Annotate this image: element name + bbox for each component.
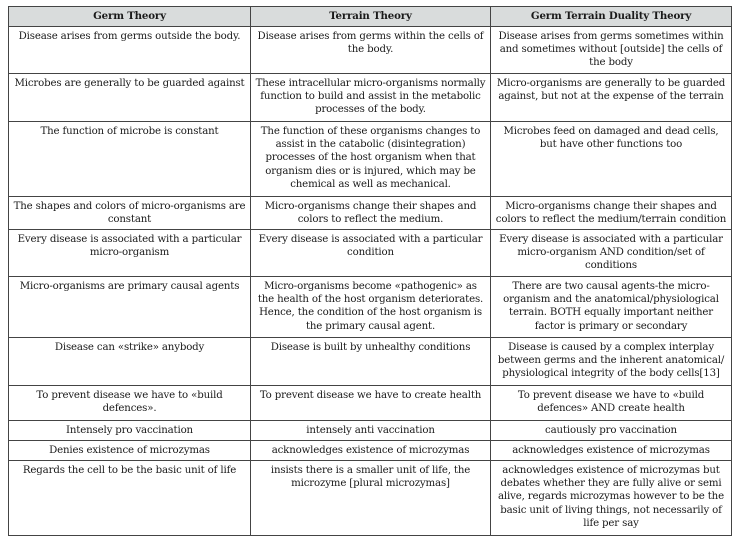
cell-terrain: intensely anti vaccination xyxy=(251,421,491,441)
table-row xyxy=(9,230,732,277)
cell-terrain: The function of these organisms changes to assist in the catabolic (disintegration) processes of the host organism when that organism dies or is injured, which may be chemical as well as mechanical. xyxy=(251,122,491,197)
cell-germ: Disease can «strike» anybody xyxy=(9,338,251,386)
cell-germ: Denies existence of microzymas xyxy=(9,441,251,461)
cell-duality: acknowledges existence of microzymas but debates whether they are fully alive or semi alive, regards microzymas however to be the basic unit of living things, not necessarily of life per say xyxy=(491,461,732,536)
cell-terrain: These intracellular micro-organisms normally function to build and assist in the metabolic processes of the body. xyxy=(251,74,491,122)
header-duality-theory: Germ Terrain Duality Theory xyxy=(491,7,732,27)
cell-terrain: Micro-organisms change their shapes and colors to reflect the medium. xyxy=(251,197,491,230)
cell-terrain: acknowledges existence of microzymas xyxy=(251,441,491,461)
header-terrain-theory: Terrain Theory xyxy=(251,7,491,27)
cell-duality: Disease arises from germs sometimes within and sometimes without [outside] the cells of the body xyxy=(491,27,732,74)
cell-germ: To prevent disease we have to «build defences». xyxy=(9,386,251,421)
cell-terrain: Every disease is associated with a particular condition xyxy=(251,230,491,277)
table-row xyxy=(9,421,732,441)
table-row xyxy=(9,338,732,386)
header-germ-theory: Germ Theory xyxy=(9,7,251,27)
table-row xyxy=(9,277,732,338)
cell-terrain: Disease arises from germs within the cells of the body. xyxy=(251,27,491,74)
cell-terrain: To prevent disease we have to create health xyxy=(251,386,491,421)
cell-duality: cautiously pro vaccination xyxy=(491,421,732,441)
cell-germ: Every disease is associated with a particular micro-organism xyxy=(9,230,251,277)
cell-duality: Every disease is associated with a particular micro-organism AND condition/set of conditions xyxy=(491,230,732,277)
cell-germ: Microbes are generally to be guarded against xyxy=(9,74,251,122)
table-row xyxy=(9,386,732,421)
cell-terrain: Disease is built by unhealthy conditions xyxy=(251,338,491,386)
cell-duality: There are two causal agents-the micro-organism and the anatomical/physiological terrain. BOTH equally important neither factor is primary or secondary xyxy=(491,277,732,338)
cell-duality: Micro-organisms change their shapes and colors to reflect the medium/terrain condition xyxy=(491,197,732,230)
cell-terrain: insists there is a smaller unit of life, the microzyme [plural microzymas] xyxy=(251,461,491,536)
cell-duality: Disease is caused by a complex interplay between germs and the inherent anatomical/ physiological integrity of the body cells[13] xyxy=(491,338,732,386)
cell-germ: Intensely pro vaccination xyxy=(9,421,251,441)
cell-duality: acknowledges existence of microzymas xyxy=(491,441,732,461)
cell-duality: To prevent disease we have to «build defences» AND create health xyxy=(491,386,732,421)
cell-germ: Disease arises from germs outside the body. xyxy=(9,27,251,74)
cell-duality: Micro-organisms are generally to be guarded against, but not at the expense of the terrain xyxy=(491,74,732,122)
cell-germ: Micro-organisms are primary causal agents xyxy=(9,277,251,338)
cell-germ: Regards the cell to be the basic unit of life xyxy=(9,461,251,536)
cell-germ: The function of microbe is constant xyxy=(9,122,251,197)
table-row xyxy=(9,27,732,74)
table-row xyxy=(9,461,732,536)
table-row xyxy=(9,122,732,197)
table-row xyxy=(9,74,732,122)
cell-duality: Microbes feed on damaged and dead cells, but have other functions too xyxy=(491,122,732,197)
comparison-table xyxy=(8,6,732,536)
header-row xyxy=(9,7,732,27)
cell-germ: The shapes and colors of micro-organisms are constant xyxy=(9,197,251,230)
cell-terrain: Micro-organisms become «pathogenic» as the health of the host organism deteriorates. Hence, the condition of the host organism is the primary causal agent. xyxy=(251,277,491,338)
table-row xyxy=(9,197,732,230)
table-row xyxy=(9,441,732,461)
